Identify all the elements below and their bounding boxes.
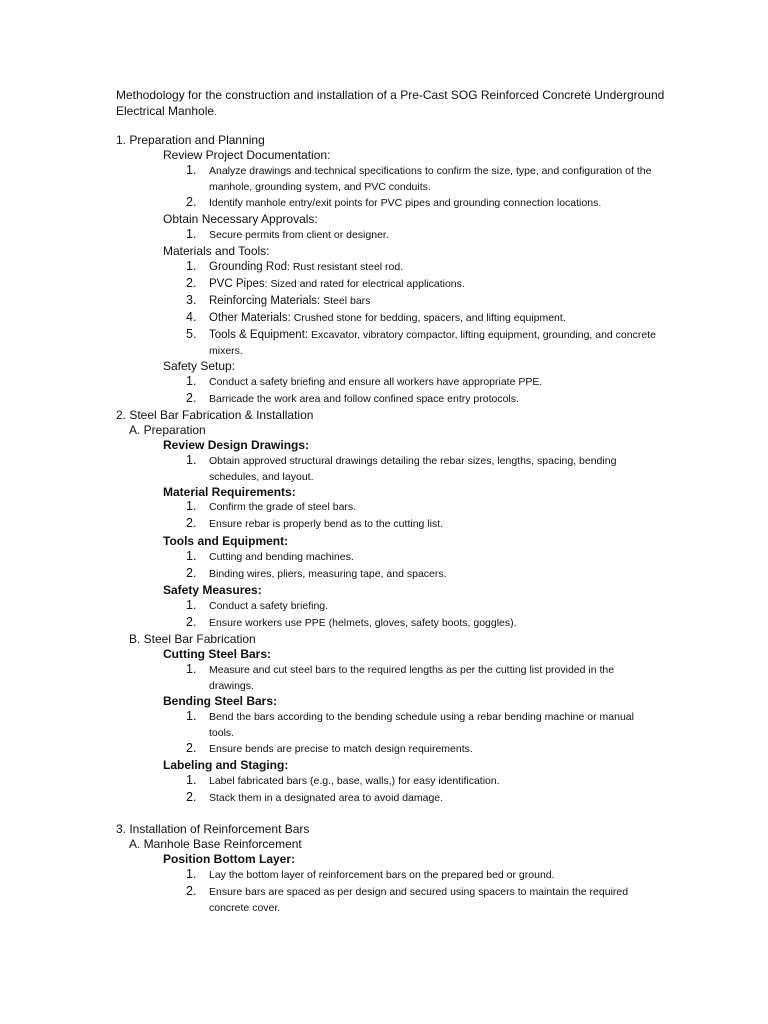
- list-item-text: Bend the bars according to the bending schedule using a rebar bending machine or manual tools.: [209, 711, 634, 739]
- section-heading: 2. Steel Bar Fabrication & Installation: [116, 408, 314, 422]
- list-item-text: Secure permits from client or designer.: [209, 229, 389, 241]
- list-item-text: Confirm the grade of steel bars.: [209, 501, 357, 513]
- list-item-text: Stack them in a designated area to avoid damage.: [209, 792, 444, 804]
- subheading-label: Safety Setup: [163, 359, 232, 373]
- list-number: 1.: [186, 867, 197, 881]
- list-number: 2.: [186, 790, 197, 804]
- document-title: [116, 87, 676, 120]
- list-number: 2.: [186, 566, 197, 580]
- list-item: [186, 228, 656, 244]
- list-number: 1.: [186, 549, 197, 563]
- list-item-text: Label fabricated bars (e.g., base, walls,) for easy identification.: [209, 775, 500, 787]
- list-item: [186, 550, 656, 566]
- subheading: [163, 358, 235, 374]
- list-item-text: [209, 260, 656, 276]
- subheading: Position Bottom Layer:: [163, 852, 296, 866]
- list-number: 2.: [186, 276, 197, 290]
- list-item: [186, 294, 656, 310]
- list-item-detail: : Rust resistant steel rod.: [287, 261, 404, 273]
- subheading: Safety Measures:: [163, 583, 262, 597]
- list-item: [186, 710, 656, 741]
- list-item-lead: Grounding Rod: [209, 261, 287, 273]
- list-item: [186, 392, 656, 408]
- list-item-text: Identify manhole entry/exit points for PVC pipes and grounding connection locations.: [209, 197, 602, 209]
- list-item: [186, 196, 656, 212]
- list-item: [186, 260, 656, 276]
- title-highlight: Pre-Cast SOG Reinforced Concrete Underground Electrical Manhole: [116, 88, 665, 118]
- list-item: [186, 164, 656, 195]
- subheading: [163, 211, 318, 227]
- list-item-text: Analyze drawings and technical specifications to confirm the size, type, and configuration of the manhole, grounding system, and PVC conduits.: [209, 165, 652, 193]
- list-item: [186, 454, 656, 485]
- list-item-text: Lay the bottom layer of reinforcement bars on the prepared bed or ground.: [209, 869, 555, 881]
- subheading: Review Design Drawings:: [163, 438, 310, 452]
- list-item: [186, 599, 656, 615]
- list-number: 1.: [186, 453, 197, 467]
- list-number: 2.: [186, 195, 197, 209]
- subsection-heading: A. Manhole Base Reinforcement: [129, 837, 302, 851]
- list-item-text: Ensure workers use PPE (helmets, gloves, safety boots, goggles).: [209, 617, 517, 629]
- list-number: 2.: [186, 884, 197, 898]
- list-number: 1.: [186, 163, 197, 177]
- subheading-suffix: :: [231, 359, 236, 373]
- list-item-text: Ensure bends are precise to match design requirements.: [209, 743, 473, 755]
- list-number: 1.: [186, 259, 197, 273]
- list-item: [186, 311, 656, 327]
- list-item-detail: : Sized and rated for electrical applications.: [264, 278, 465, 290]
- subheading-suffix: :: [266, 244, 270, 258]
- section-heading: 1. Preparation and Planning: [116, 133, 265, 147]
- list-item: [186, 663, 656, 694]
- subsection-heading: B. Steel Bar Fabrication: [129, 632, 256, 646]
- list-number: 2.: [186, 391, 197, 405]
- list-number: 4.: [186, 310, 197, 324]
- subheading-label: Review Project Documentation: [163, 148, 328, 162]
- list-number: 2.: [186, 516, 197, 530]
- list-item: [186, 774, 656, 790]
- list-item-text: Ensure bars are spaced as per design and secured using spacers to maintain the required concrete cover.: [209, 886, 629, 914]
- list-item: [186, 375, 656, 391]
- list-item: [186, 567, 656, 583]
- list-item-text: Conduct a safety briefing.: [209, 600, 329, 612]
- list-item-lead: PVC Pipes: [209, 278, 265, 290]
- list-number: 2.: [186, 615, 197, 629]
- subheading-suffix: :: [314, 212, 318, 226]
- subheading-label: Obtain Necessary Approvals: [163, 212, 315, 226]
- list-item-text: [209, 328, 656, 359]
- list-item-lead: Reinforcing Materials:: [209, 295, 321, 307]
- list-item-text: [209, 311, 656, 327]
- list-number: 1.: [186, 227, 197, 241]
- subsection-heading: A. Preparation: [129, 423, 206, 437]
- subheading: Cutting Steel Bars:: [163, 647, 272, 661]
- list-item-text: Ensure rebar is properly bend as to the cutting list.: [209, 518, 444, 530]
- list-item-text: Obtain approved structural drawings detailing the rebar sizes, lengths, spacing, bending schedules, and layout.: [209, 455, 617, 483]
- subheading: Labeling and Staging:: [163, 758, 289, 772]
- list-item: [186, 742, 656, 758]
- subheading: [163, 147, 330, 163]
- list-item: [186, 328, 656, 359]
- list-item-detail: Excavator, vibratory compactor, lifting equipment, grounding, and concrete mixers.: [209, 329, 656, 357]
- list-item-text: Measure and cut steel bars to the required lengths as per the cutting list provided in the drawings.: [209, 664, 615, 692]
- list-item-text: Barricade the work area and follow confined space entry protocols.: [209, 393, 519, 405]
- subheading-label: Materials and Tools: [163, 244, 267, 258]
- subheading: [163, 243, 270, 259]
- list-number: 3.: [186, 293, 197, 307]
- list-item-text: Binding wires, pliers, measuring tape, and spacers.: [209, 568, 447, 580]
- list-item-detail: Steel bars: [320, 295, 371, 307]
- list-number: 1.: [186, 374, 197, 388]
- list-item-detail: Crushed stone for bedding, spacers, and lifting equipment.: [290, 312, 566, 324]
- list-item: [186, 791, 656, 807]
- subheading: Bending Steel Bars:: [163, 694, 278, 708]
- list-item-lead: Other Materials:: [209, 312, 291, 324]
- list-number: 1.: [186, 773, 197, 787]
- section-heading: 3. Installation of Reinforcement Bars: [116, 822, 310, 836]
- title-tail: .: [214, 107, 217, 117]
- list-item-text: Conduct a safety briefing and ensure all workers have appropriate PPE.: [209, 376, 543, 388]
- list-item: [186, 517, 656, 533]
- list-item: [186, 277, 656, 293]
- list-item: [186, 616, 656, 632]
- subheading: Material Requirements:: [163, 485, 296, 499]
- list-item: [186, 868, 656, 884]
- list-number: 1.: [186, 598, 197, 612]
- list-item-lead: Tools & Equipment:: [209, 329, 309, 341]
- list-item-text: Cutting and bending machines.: [209, 551, 354, 563]
- list-number: 5.: [186, 327, 197, 341]
- list-item-text: [209, 294, 656, 310]
- subheading: Tools and Equipment:: [163, 534, 289, 548]
- list-item: [186, 885, 656, 916]
- list-number: 2.: [186, 741, 197, 755]
- list-number: 1.: [186, 499, 197, 513]
- list-item: [186, 500, 656, 516]
- list-item-text: [209, 277, 656, 293]
- title-prefix: Methodology for the construction and installation of a: [116, 88, 401, 102]
- list-number: 1.: [186, 662, 197, 676]
- list-number: 1.: [186, 709, 197, 723]
- subheading-suffix: :: [327, 148, 331, 162]
